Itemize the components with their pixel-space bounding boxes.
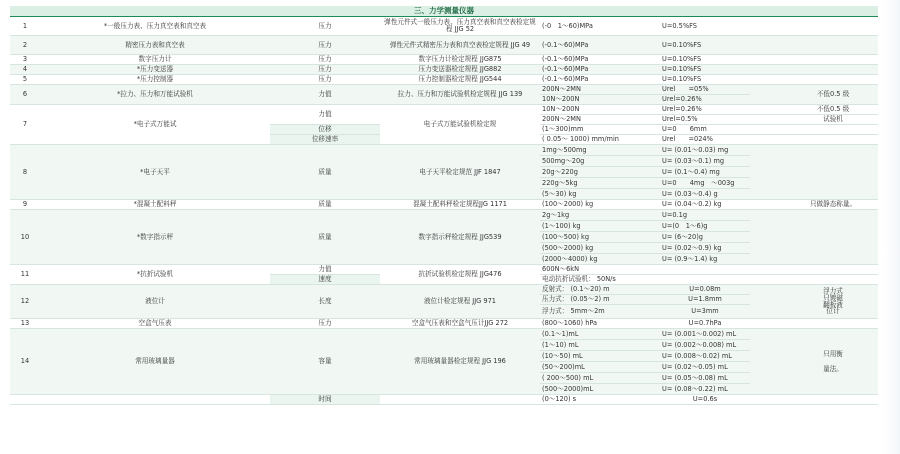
- uncertainty: Urel=0.5%: [660, 115, 750, 125]
- category: 压力: [270, 55, 380, 65]
- range: 220g～5kg: [540, 178, 660, 189]
- instrument-name: 数字压力计: [40, 55, 270, 65]
- range: (100～500) kg: [540, 232, 660, 243]
- calibration-table: [10, 6, 878, 405]
- table-row: [10, 85, 878, 95]
- range: (2000～4000) kg: [540, 254, 660, 265]
- range: (100～2000) kg: [540, 200, 660, 210]
- table-row: [10, 329, 878, 340]
- uncertainty: U= (0.1～0.4) mg: [660, 167, 750, 178]
- uncertainty: U= (0.002～0.008) mL: [660, 340, 750, 351]
- row-number: 9: [10, 200, 40, 210]
- uncertainty: Urel=0.26%: [660, 95, 750, 105]
- uncertainty: U= (0.01～0.03) mg: [660, 145, 750, 156]
- range: ( 200～500) mL: [540, 373, 660, 384]
- uncertainty: U=0.08m: [660, 285, 750, 295]
- uncertainty: U= (6～20)g: [660, 232, 750, 243]
- uncertainty: U=0.10%FS: [660, 55, 750, 65]
- uncertainty: U=0.10%FS: [660, 36, 750, 55]
- range: 电动抗折试验机： 50N/s: [540, 275, 750, 285]
- instrument-name: 常用玻璃量器: [40, 329, 270, 395]
- range: (1～10) mL: [540, 340, 660, 351]
- range: (50～200)mL: [540, 362, 660, 373]
- range: 2g～1kg: [540, 210, 660, 221]
- category: 速度: [270, 275, 380, 285]
- uncertainty: U= (0.02～0.9) kg: [660, 243, 750, 254]
- uncertainty: U= (0.03～0.4) g: [660, 189, 750, 200]
- range: (-0.1～60)MPa: [540, 55, 660, 65]
- regulation: 拉力、压力和万能试验机检定规程 JJG 139: [380, 85, 540, 105]
- range: 20g～220g: [540, 167, 660, 178]
- instrument-name: *电子式万能试: [40, 105, 270, 145]
- note: 不低0.5 级: [788, 85, 878, 105]
- note-line: 只用衡: [823, 349, 843, 358]
- table-title: 三、力学测量仪器: [10, 6, 878, 17]
- table-row: [10, 36, 878, 55]
- range: (0～120) s: [540, 395, 660, 405]
- note: 试验机: [788, 115, 878, 125]
- uncertainty: U=0.5%FS: [660, 17, 750, 36]
- range: (1～300)mm: [540, 125, 660, 135]
- row-number: 7: [10, 105, 40, 145]
- uncertainty: Urel =024%: [660, 135, 750, 145]
- range: (0.1～1)mL: [540, 329, 660, 340]
- row-number: 5: [10, 75, 40, 85]
- note-line: 浮力式: [823, 286, 843, 295]
- regulation: 液位计检定规程 JJG 971: [380, 285, 540, 319]
- category: 长度: [270, 285, 380, 319]
- uncertainty: U=0 4mg ～003g: [660, 178, 750, 189]
- table-row: [10, 145, 878, 156]
- note-line: 只镀磁: [823, 293, 843, 302]
- category: 压力: [270, 36, 380, 55]
- row-number: 13: [10, 319, 40, 329]
- regulation: 压力变送器检定规程 JJG882: [380, 65, 540, 75]
- range: (-0.1～60)MPa: [540, 65, 660, 75]
- category: 时间: [270, 395, 380, 405]
- instrument-name: *混凝土配料秤: [40, 200, 270, 210]
- category: 压力: [270, 75, 380, 85]
- range: (-0.1～60)MPa: [540, 75, 660, 85]
- range: 200N～2MN: [540, 115, 660, 125]
- uncertainty: U= (0.08～0.22) mL: [660, 384, 750, 395]
- range: 10N～200N: [540, 105, 660, 115]
- uncertainty: U= (0.03～0.1) mg: [660, 156, 750, 167]
- regulation: 电子天平检定规范 JJF 1847: [380, 145, 540, 200]
- instrument-name: 液位计: [40, 285, 270, 319]
- note: 不低0.5 级: [788, 105, 878, 115]
- range: 压力式： (0.05～2) m: [540, 295, 660, 305]
- range: (10～50) mL: [540, 351, 660, 362]
- row-number: 1: [10, 17, 40, 36]
- row-number: 12: [10, 285, 40, 319]
- row-number: 3: [10, 55, 40, 65]
- table-row: [10, 265, 878, 275]
- regulation: 空盒气压表和空盒气压计JJG 272: [380, 319, 540, 329]
- table-row: [10, 200, 878, 210]
- row-number: 6: [10, 85, 40, 105]
- category: 质量: [270, 145, 380, 200]
- range: (1～100) kg: [540, 221, 660, 232]
- table-row: [10, 210, 878, 221]
- uncertainty: U= (0.001～0.002) mL: [660, 329, 750, 340]
- table-row: [10, 319, 878, 329]
- uncertainty: Urel =05%: [660, 85, 750, 95]
- row-number: 10: [10, 210, 40, 265]
- range: 500mg～20g: [540, 156, 660, 167]
- instrument-name: *压力控制器: [40, 75, 270, 85]
- regulation: 常用玻璃量器检定规程 JJG 196: [380, 329, 540, 395]
- instrument-name: *压力变送器: [40, 65, 270, 75]
- uncertainty: U=0.6s: [660, 395, 750, 405]
- row-number: 4: [10, 65, 40, 75]
- table-row: [10, 17, 878, 36]
- instrument-name: *拉力、压力和万能试验机: [40, 85, 270, 105]
- table-row: [10, 285, 878, 295]
- table-title-row: [10, 6, 878, 17]
- note-line: 位计: [826, 307, 840, 316]
- note: [788, 285, 878, 319]
- regulation: 电子式万能试验机检定规: [380, 105, 540, 145]
- calibration-table-sheet: [10, 6, 878, 405]
- row-number: 8: [10, 145, 40, 200]
- instrument-name: *一般压力表、压力真空表和真空表: [40, 17, 270, 36]
- category: 压力: [270, 17, 380, 36]
- note-line: 翻板液: [823, 300, 843, 309]
- uncertainty: U= (0.02～0.05) mL: [660, 362, 750, 373]
- uncertainty: U=3mm: [660, 305, 750, 319]
- instrument-name: *电子天平: [40, 145, 270, 200]
- range: 600N～6kN: [540, 265, 660, 275]
- regulation: 压力控制器检定规程 JJG544: [380, 75, 540, 85]
- note: [788, 329, 878, 395]
- regulation: 抗折试验机检定规程 JJG476: [380, 265, 540, 285]
- uncertainty: U= (0.9～1.4) kg: [660, 254, 750, 265]
- row-number: 11: [10, 265, 40, 285]
- table-row: [10, 395, 878, 405]
- regulation: 数字指示秤检定规程 JJG539: [380, 210, 540, 265]
- range: 1mg～500mg: [540, 145, 660, 156]
- regulation: 弹性元件式一般压力表、压力真空表和真空表检定规程 JJG 52: [380, 17, 540, 36]
- uncertainty: U=0 6mm: [660, 125, 750, 135]
- range: 浮力式： 5mm～2m: [540, 305, 660, 319]
- uncertainty: U=0.1g: [660, 210, 750, 221]
- range: (-0 1～60)MPa: [540, 17, 660, 36]
- row-number: 14: [10, 329, 40, 395]
- range: (800～1060) hPa: [540, 319, 660, 329]
- category: 力值: [270, 105, 380, 125]
- category: 位移速率: [270, 135, 380, 145]
- instrument-name: *数字指示秤: [40, 210, 270, 265]
- uncertainty: U=(0 1～6)g: [660, 221, 750, 232]
- category: 位移: [270, 125, 380, 135]
- row-number: 2: [10, 36, 40, 55]
- category: 力值: [270, 85, 380, 105]
- uncertainty: U=0.10%FS: [660, 65, 750, 75]
- uncertainty: U=1.8mm: [660, 295, 750, 305]
- category: 压力: [270, 65, 380, 75]
- table-row: [10, 65, 878, 75]
- note: [788, 17, 878, 36]
- category: 质量: [270, 210, 380, 265]
- range: (500～2000) kg: [540, 243, 660, 254]
- range: (5～30) kg: [540, 189, 660, 200]
- range: (500～2000)mL: [540, 384, 660, 395]
- regulation: 数字压力计检定规程 JJG875: [380, 55, 540, 65]
- uncertainty: U= (0.04～0.2) kg: [660, 200, 750, 210]
- category: 力值: [270, 265, 380, 275]
- range: ( 0.05～ 1000) mm/min: [540, 135, 660, 145]
- instrument-name: 空盒气压表: [40, 319, 270, 329]
- range: 反射式： (0.1～20) m: [540, 285, 660, 295]
- category: 压力: [270, 319, 380, 329]
- regulation: 弹性元件式精密压力表和真空表检定规程 JJG 49: [380, 36, 540, 55]
- table-row: [10, 105, 878, 115]
- uncertainty: Urel=0.26%: [660, 105, 750, 115]
- uncertainty: U= (0.05～0.08) mL: [660, 373, 750, 384]
- range: 200N～2MN: [540, 85, 660, 95]
- regulation: 混凝土配料秤检定规程JJG 1171: [380, 200, 540, 210]
- table-row: [10, 75, 878, 85]
- table-row: [10, 55, 878, 65]
- note: 只做静态称量。: [788, 200, 878, 210]
- note-line: 量法。: [823, 364, 843, 373]
- uncertainty: U= (0.008～0.02) mL: [660, 351, 750, 362]
- range: (-0.1～60)MPa: [540, 36, 660, 55]
- instrument-name: 精密压力表和真空表: [40, 36, 270, 55]
- page-edge: [884, 0, 900, 454]
- uncertainty: U=0.10%FS: [660, 75, 750, 85]
- range: 10N～200N: [540, 95, 660, 105]
- category: 容量: [270, 329, 380, 395]
- instrument-name: *抗折试验机: [40, 265, 270, 285]
- uncertainty: U=0.7hPa: [660, 319, 750, 329]
- category: 质量: [270, 200, 380, 210]
